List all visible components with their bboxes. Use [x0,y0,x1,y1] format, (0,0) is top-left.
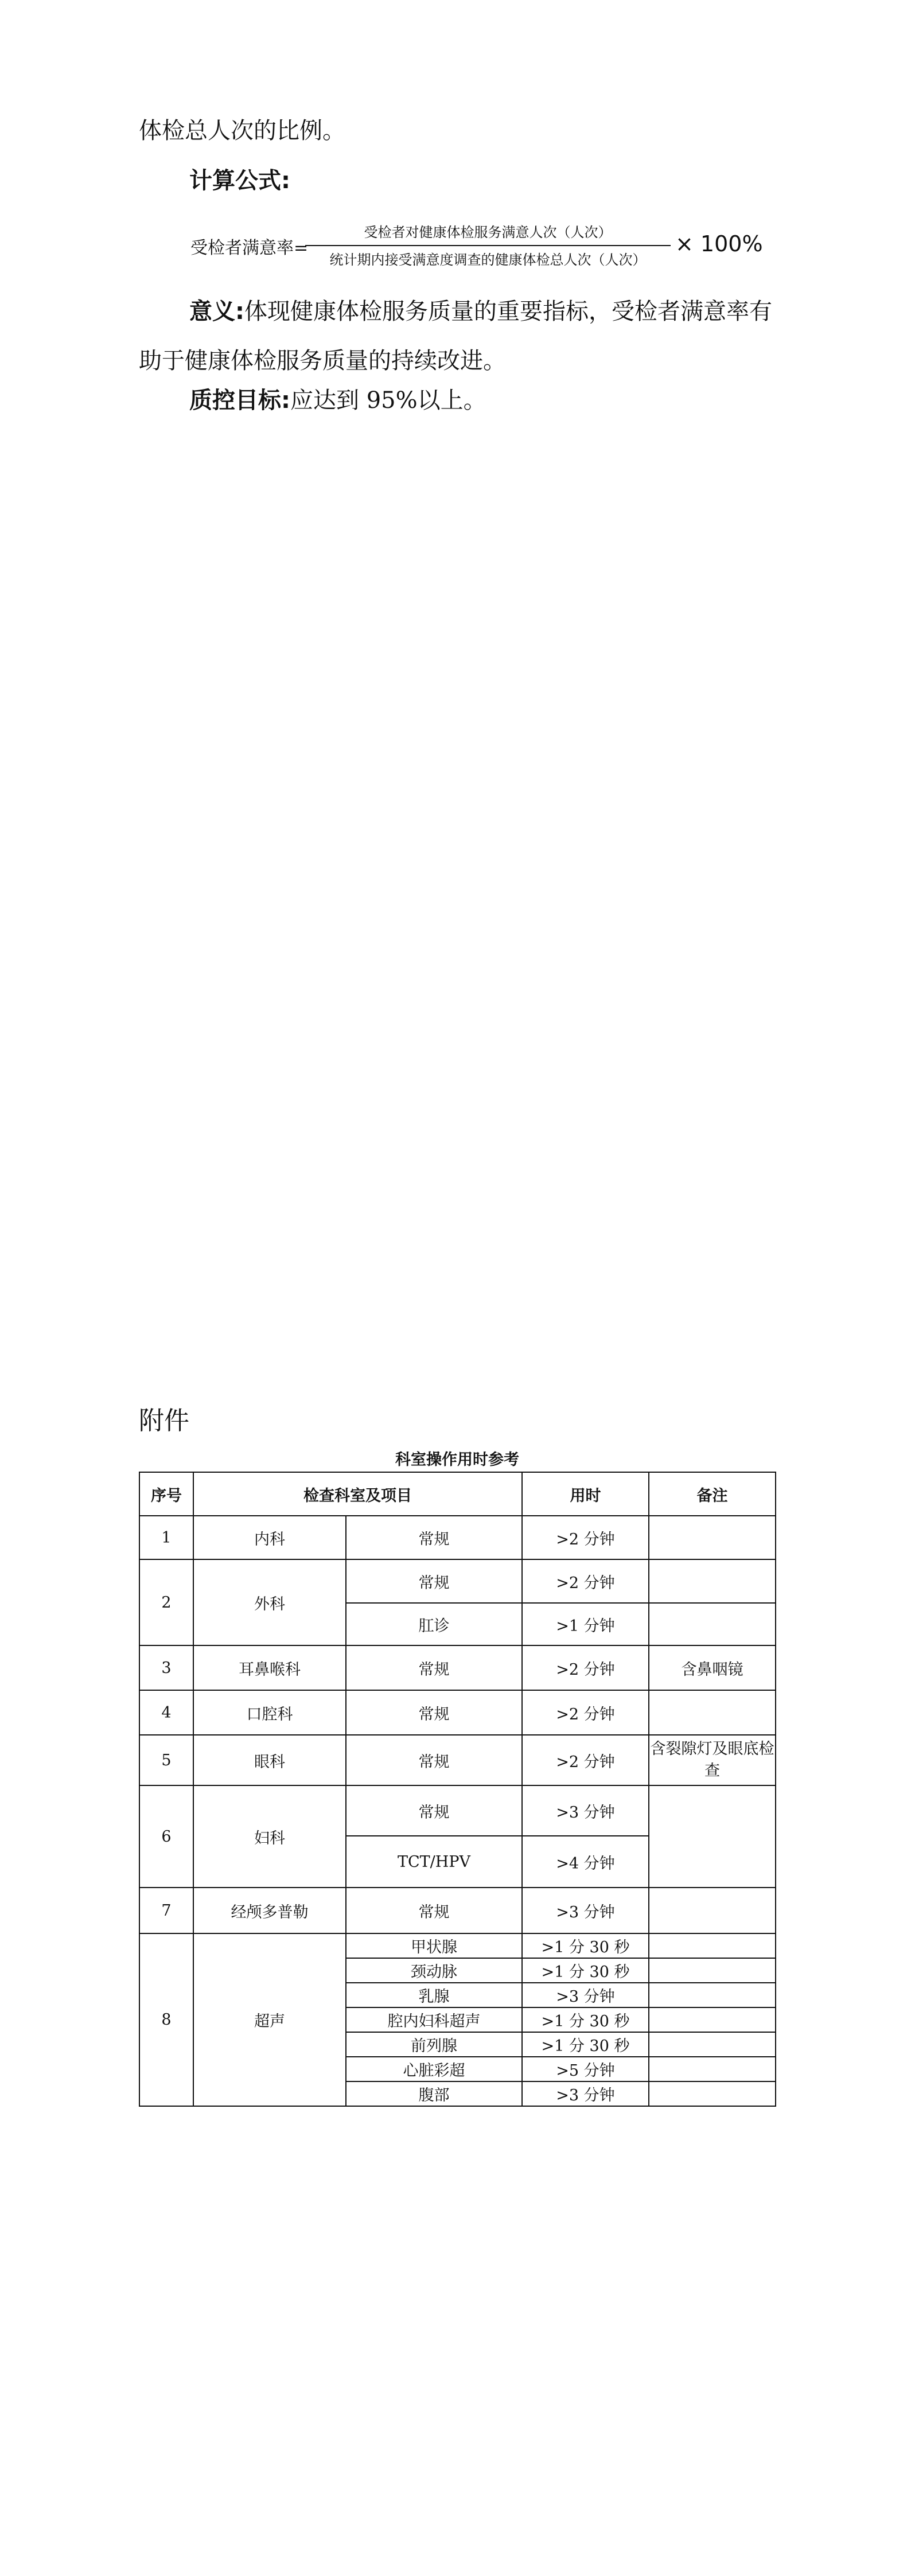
row-no: 8 [139,1933,193,2106]
row-dept: 经颅多普勒 [193,1888,346,1933]
row-dept: 眼科 [193,1735,346,1785]
row-note [649,1559,776,1603]
row-time: >2 分钟 [522,1690,649,1735]
satisfaction-formula [190,221,764,273]
row-note [649,1933,776,1958]
row-no: 2 [139,1559,193,1645]
row-item: 乳腺 [346,1983,522,2007]
row-item: 常规 [346,1888,522,1933]
row-time: >3 分钟 [522,1888,649,1933]
row-note [649,2081,776,2106]
significance-text: 体现健康体检服务质量的重要指标，受检者满意率有助于健康体检服务质量的持续改进。 [139,298,772,374]
row-note [649,1983,776,2007]
significance-paragraph [139,287,776,386]
department-time-table [139,1472,776,2107]
target-paragraph [139,383,776,418]
row-item: 常规 [346,1645,522,1690]
target-label: 质控目标: [189,387,290,414]
formula-numerator: 受检者对健康体检服务满意人次（人次） [364,224,612,240]
formula-denominator: 统计期内接受满意度调查的健康体检总人次（人次） [329,252,647,268]
table-row [139,1735,776,1785]
target-text: 应达到 95%以上。 [290,387,486,414]
row-note [649,1785,776,1888]
table-header-row [139,1472,776,1516]
row-time: >2 分钟 [522,1645,649,1690]
row-item: 常规 [346,1735,522,1785]
row-time: >3 分钟 [522,1785,649,1836]
row-time: >2 分钟 [522,1559,649,1603]
row-item: TCT/HPV [346,1836,522,1888]
table-row [139,1690,776,1735]
row-item: 心脏彩超 [346,2057,522,2081]
row-time: >1 分 30 秒 [522,1933,649,1958]
row-note: 含鼻咽镜 [649,1645,776,1690]
formula-lhs: 受检者满意率= [190,238,309,258]
row-item: 常规 [346,1690,522,1735]
row-note [649,2057,776,2081]
row-time: >3 分钟 [522,1983,649,2007]
header-no: 序号 [139,1472,193,1516]
row-dept: 内科 [193,1516,346,1559]
row-time: >1 分 30 秒 [522,2032,649,2057]
row-item: 甲状腺 [346,1933,522,1958]
formula-heading-label: 计算公式: [189,168,290,194]
continuation-text: 体检总人次的比例。 [139,118,345,144]
row-no: 7 [139,1888,193,1933]
row-no: 5 [139,1735,193,1785]
table-row [139,1933,776,1958]
row-dept: 外科 [193,1559,346,1645]
header-note: 备注 [649,1472,776,1516]
table-row [139,1645,776,1690]
row-time: >2 分钟 [522,1735,649,1785]
row-note: 含裂隙灯及眼底检查 [649,1735,776,1785]
row-no: 1 [139,1516,193,1559]
row-time: >1 分 30 秒 [522,1958,649,1983]
row-note [649,1958,776,1983]
row-item: 常规 [346,1516,522,1559]
row-item: 前列腺 [346,2032,522,2057]
row-item: 肛诊 [346,1603,522,1645]
row-note [649,1888,776,1933]
table-row [139,1516,776,1559]
row-time: >3 分钟 [522,2081,649,2106]
row-dept: 妇科 [193,1785,346,1888]
table-row [139,1888,776,1933]
row-dept: 耳鼻喉科 [193,1645,346,1690]
row-time: >1 分 30 秒 [522,2007,649,2032]
row-time: >1 分钟 [522,1603,649,1645]
row-time: >4 分钟 [522,1836,649,1888]
table-row [139,1559,776,1603]
row-no: 4 [139,1690,193,1735]
row-item: 常规 [346,1559,522,1603]
formula-multiplier: × 100% [675,231,763,256]
attachment-title: 附件 [139,1406,189,1435]
row-note [649,1690,776,1735]
row-note [649,1603,776,1645]
row-dept: 口腔科 [193,1690,346,1735]
row-item: 腹部 [346,2081,522,2106]
row-no: 6 [139,1785,193,1888]
row-note [649,2032,776,2057]
row-note [649,1516,776,1559]
row-no: 3 [139,1645,193,1690]
header-dept: 检查科室及项目 [193,1472,522,1516]
row-dept: 超声 [193,1933,346,2106]
significance-label: 意义: [189,298,244,325]
row-item: 颈动脉 [346,1958,522,1983]
row-note [649,2007,776,2032]
formula-heading [139,164,776,198]
table-row [139,1785,776,1836]
row-time: >2 分钟 [522,1516,649,1559]
fraction-bar [305,245,671,246]
row-time: >5 分钟 [522,2057,649,2081]
row-item: 腔内妇科超声 [346,2007,522,2032]
header-time: 用时 [522,1472,649,1516]
row-item: 常规 [346,1785,522,1836]
table-title: 科室操作用时参考 [395,1451,519,1469]
